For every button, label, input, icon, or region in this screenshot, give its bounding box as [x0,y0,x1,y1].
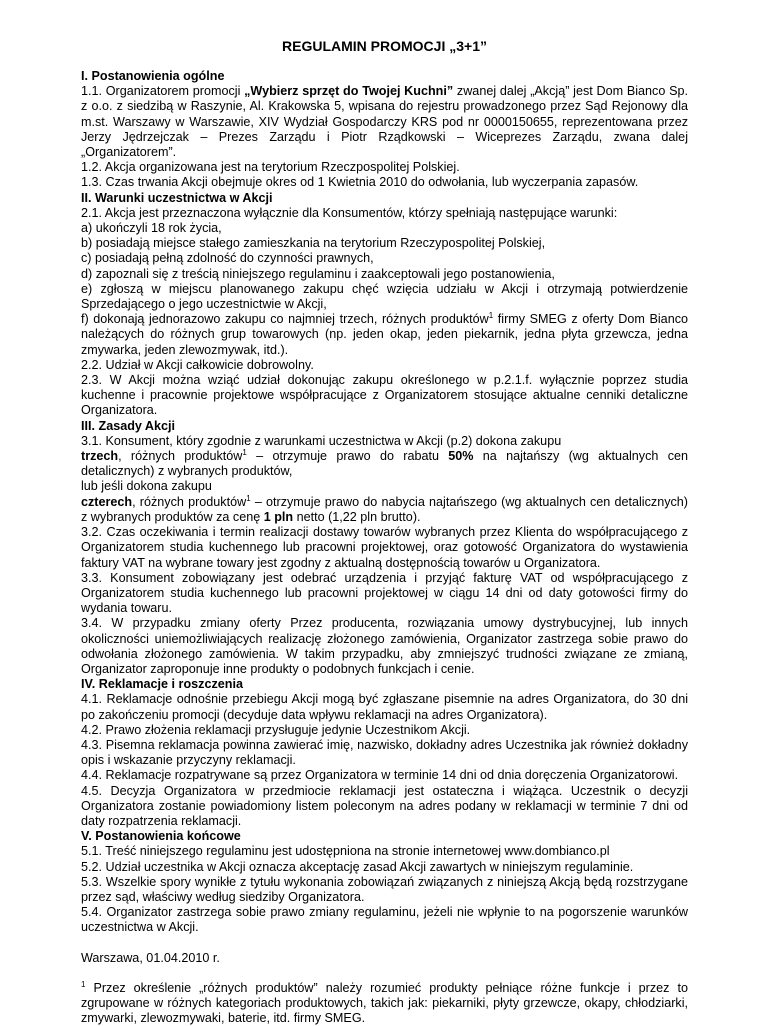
condition-a: a) ukończyli 18 rok życia, [81,221,222,236]
paragraph-3-1: 3.1. Konsument, który zgodnie z warunkami uczestnictwa w Akcji (p.2) dokona zakupu [81,433,562,448]
section-2-heading: II. Warunki uczestnictwa w Akcji [81,190,273,205]
paragraph-5-2: 5.2. Udział uczestnika w Akcji oznacza akceptację zasad Akcji zawartych w niniejszym regulaminie. [81,859,634,874]
paragraph-5-3: 5.3. Wszelkie spory wynikłe z tytułu wykonania zobowiązań związanych z niniejszą Akcją będą rozstrzygane przez sąd, właściwy według siedziby Organizatora. [81,874,688,904]
footnote [81,981,688,1026]
paragraph-4-1: 4.1. Reklamacje odnośnie przebiegu Akcji mogą być zgłaszane pisemnie na adres Organizatora, do 30 dni po zakończeniu promocji (decyduje data wpływu reklamacji na adres Organizatora). [81,692,688,722]
paragraph-3-2: 3.2. Czas oczekiwania i termin realizacji dostawy towarów wybranych przez Klienta do współpracującego z Organizatorem studia kuchennego lub pracowni projektowej, oraz gotowość Organizatora do wystawienia faktury VAT na wybrane towary jest zgodny z aktualną dostępnością towarów u Organizatora. [81,525,688,570]
or-line: lub jeśli dokona zakupu [81,479,212,494]
text-run: – otrzymuje prawo do rabatu [246,449,449,464]
paragraph-4-2: 4.2. Prawo złożenia reklamacji przysługuje jedynie Uczestnikom Akcji. [81,722,471,737]
paragraph-4-5: 4.5. Decyzja Organizatora w przedmiocie reklamacji jest ostateczna i wiążąca. Uczestnik o decyzji Organizatora zostanie powiadomiony listem poleconym na adres podany w reklamacji w terminie 7 dni od daty rozpatrzenia reklamacji. [81,783,688,828]
footnote-ref: 1 [488,311,494,321]
section-5-heading: V. Postanowienia końcowe [81,829,241,844]
paragraph-2-2: 2.2. Udział w Akcji całkowicie dobrowolny. [81,357,314,372]
condition-c: c) posiadają pełną zdolność do czynności prawnych, [81,251,374,266]
paragraph-1-1 [81,84,688,160]
offer-three [81,449,688,479]
document-title: REGULAMIN PROMOCJI „3+1” [282,38,487,54]
section-1-heading: I. Postanowienia ogólne [81,69,225,83]
section-4-heading: IV. Reklamacje i roszczenia [81,677,243,692]
section-3-heading: III. Zasady Akcji [81,418,176,433]
paragraph-5-4: 5.4. Organizator zastrzega sobie prawo zmiany regulaminu, jeżeli nie wpłynie to na pogorszenie warunków uczestnictwa w Akcji. [81,905,688,935]
condition-d: d) zapoznali się z treścią niniejszego regulaminu i zaakceptowali jego postanowienia, [81,266,555,281]
offer-four [81,495,688,525]
text-run: , różnych produktów [118,449,243,464]
text-run: netto (1,22 pln brutto). [293,509,421,524]
condition-f [81,312,688,358]
paragraph-1-2: 1.2. Akcja organizowana jest na terytorium Rzeczpospolitej Polskiej. [81,160,460,175]
paragraph-4-4: 4.4. Reklamacje rozpatrywane są przez Organizatora w terminie 14 dni od dnia doręczenia Organizatorowi. [81,768,679,783]
paragraph-4-3: 4.3. Pisemna reklamacja powinna zawierać imię, nazwisko, dokładny adres Uczestnika jak również dokładny opis i wskazanie przyczyny reklamacji. [81,737,688,768]
discount-value: 50% [448,449,474,464]
paragraph-1-3: 1.3. Czas trwania Akcji obejmuje okres od 1 Kwietnia 2010 do odwołania, lub wyczerpania zapasów. [81,175,639,190]
paragraph-3-3: 3.3. Konsument zobowiązany jest odebrać urządzenia i przyjąć fakturę VAT od współpracującego z Organizatorem studia kuchennego lub pracowni projektowej w ciągu 14 dni od daty gotowości firmy do wydania towaru. [81,570,688,616]
footnote-text: Przez określenie „różnych produktów” należy rozumieć produkty pełniące różne funkcje i przez to zgrupowane w różnych kategoriach produktowych, takich jak: piekarniki, płyty grzewcze, okapy, chłodziarki, zmywarki, zlewozmywaki, baterie, itd. firmy SMEG. [81,980,688,1026]
text-run: na najtańszy (wg aktualnych cen detalicznych) z wybranych produktów, [81,449,688,479]
promotion-name: „Wybierz sprzęt do Twojej Kuchni” [244,84,454,99]
footnote-ref: 1 [242,447,247,457]
footnote-mark: 1 [81,979,86,989]
text-run: zwanej dalej „Akcją” jest Dom Bianco Sp. z o.o. z siedzibą w Raszynie, Al. Krakowska 5, wpisana do rejestru prowadzonego przez Sąd Rejonowy dla m.st. Warszawy w Warszawie, XIV Wydział Gospodarczy KRS pod nr 0000150655, reprezentowana przez Jerzy Jędrzejczak – Prezes Zarządu i Piotr Rządkowski – Wiceprezes Zarządu, zwana dalej „Organizatorem”. [81,84,688,160]
spacer [81,936,688,951]
text-run: 1.1. Organizatorem promocji [81,84,245,99]
text-run: – otrzymuje prawo do nabycia najtańszego (wg aktualnych cen detalicznych) z wybranych produktów za cenę [81,494,688,524]
text-run: czterech [81,494,133,509]
price-value: 1 pln [263,509,294,524]
text-run: , różnych produktów [132,494,247,509]
condition-e: e) zgłoszą w miejscu planowanego zakupu chęć wzięcia udziału w Akcji i otrzymają potwierdzenie Sprzedającego o jego uczestnictwie w Akcji, [81,281,688,312]
paragraph-5-1: 5.1. Treść niniejszego regulaminu jest udostępniona na stronie internetowej www.dombianco.pl [81,844,610,859]
paragraph-2-3: 2.3. W Akcji można wziąć udział dokonując zakupu określonego w p.2.1.f. wyłącznie poprzez studia kuchenne i pracownie projektowe współpracujące z Organizatorem stosujące aktualne cenniki detaliczne Organizatora. [81,373,688,418]
paragraph-3-4: 3.4. W przypadku zmiany oferty Przez producenta, rozwiązania umowy dystrybucyjnej, lub innych okoliczności uniemożliwiających realizację złożonego zamówienia, Organizator zastrzega sobie prawo do odwołania złożonego zamówienia. W takim przypadku, aby zmniejszyć trudności związane ze zmianą, Organizator zaproponuje inne produkty o podobnych funkcjach i cenie. [81,616,688,676]
text-run: f) dokonają jednorazowo zakupu co najmniej trzech, różnych produktów [81,312,489,327]
place-date: Warszawa, 01.04.2010 r. [81,950,220,965]
condition-b: b) posiadają miejsce stałego zamieszkania na terytorium Rzeczypospolitej Polskiej, [81,236,546,251]
paragraph-2-1: 2.1. Akcja jest przeznaczona wyłącznie dla Konsumentów, którzy spełniają następujące warunki: [81,205,618,220]
footnote-ref: 1 [246,493,251,503]
text-run: firmy SMEG z oferty Dom Bianco należących do różnych grup towarowych (np. jeden okap, jeden piekarnik, jedna płyta grzewcza, jedna zmywarka, jeden zlewozmywak, itd.). [81,312,688,357]
text-run: trzech [81,449,119,464]
